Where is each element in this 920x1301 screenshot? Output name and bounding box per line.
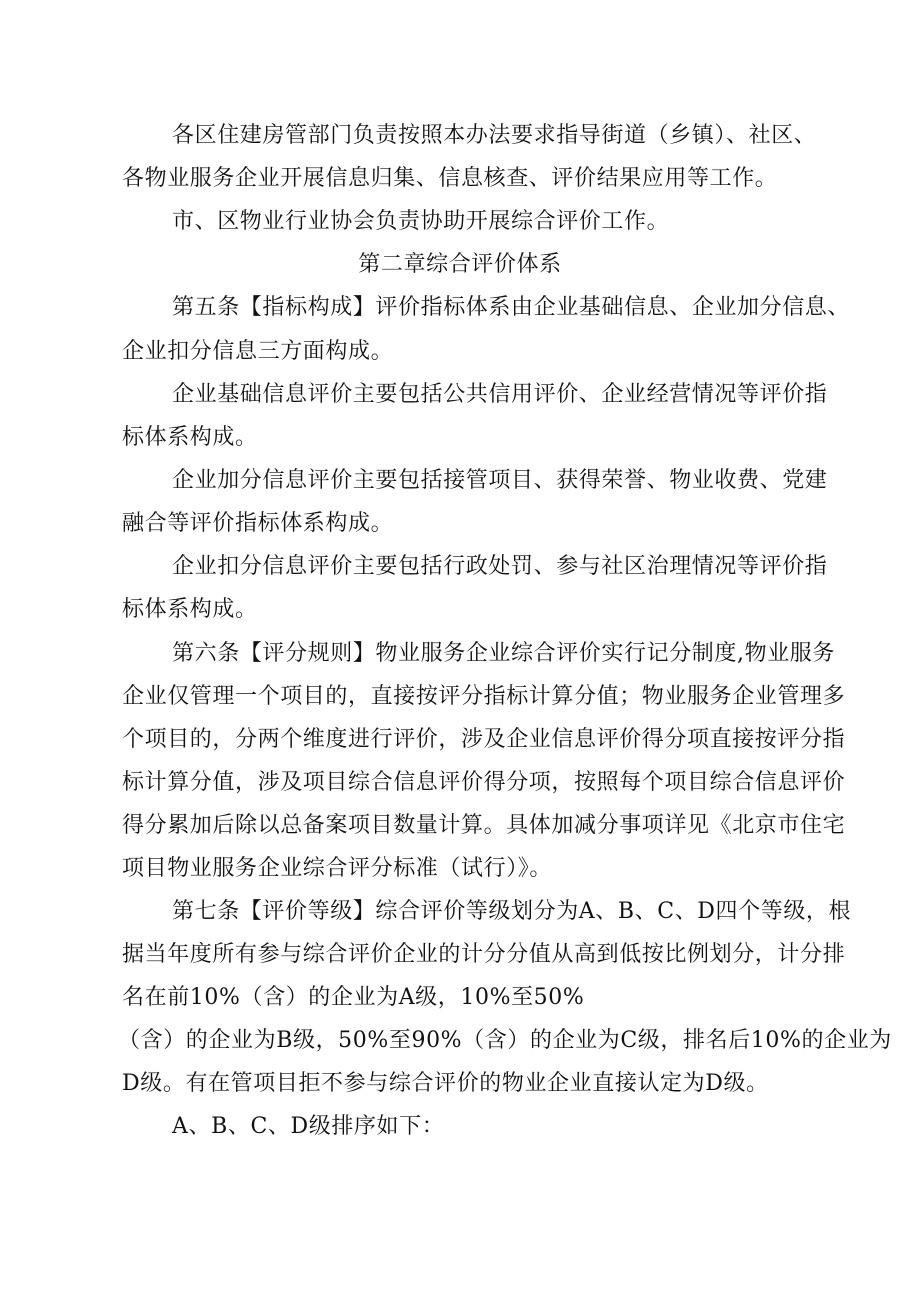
paragraph-line: 个项目的，分两个维度进行评价，涉及企业信息评价得分项直接按评分指: [122, 727, 846, 752]
paragraph-line: A、B、C、D级排序如下：: [172, 1114, 445, 1139]
chapter-heading: 第二章综合评价体系: [358, 252, 562, 277]
paragraph-line: 标体系构成。: [122, 425, 258, 450]
paragraph-line: 融合等评价指标体系构成。: [122, 511, 394, 536]
paragraph-line: 标体系构成。: [122, 597, 258, 622]
paragraph-line: 市、区物业行业协会负责协助开展综合评价工作。: [172, 209, 670, 234]
paragraph-line: 企业扣分信息评价主要包括行政处罚、参与社区治理情况等评价指: [172, 554, 828, 579]
paragraph-line: 第五条【指标构成】评价指标体系由企业基础信息、企业加分信息、: [172, 295, 851, 320]
paragraph-line: 各区住建房管部门负责按照本办法要求指导街道（乡镇）、社区、: [172, 123, 817, 148]
paragraph-line: 第七条【评价等级】综合评价等级划分为A、B、C、D四个等级，根: [172, 899, 852, 924]
paragraph-line: 企业仅管理一个项目的，直接按评分指标计算分值；物业服务企业管理多: [122, 684, 846, 709]
paragraph-line: 第六条【评分规则】物业服务企业综合评价实行记分制度,物业服务: [172, 641, 835, 666]
paragraph-line: 各物业服务企业开展信息归集、信息核查、评价结果应用等工作。: [122, 166, 778, 191]
paragraph-line: 企业扣分信息三方面构成。: [122, 339, 394, 364]
paragraph-line: 标计算分值，涉及项目综合信息评价得分项，按照每个项目综合信息评价: [122, 770, 846, 795]
paragraph-line: 名在前10%（含）的企业为A级，10%至50%: [122, 985, 585, 1010]
paragraph-line: 得分累加后除以总备案项目数量计算。具体加减分事项详见《北京市住宅: [122, 813, 846, 838]
paragraph-line: 企业加分信息评价主要包括接管项目、获得荣誉、物业收费、党建: [172, 468, 828, 493]
paragraph-line: 项目物业服务企业综合评分标准（试行）》。: [122, 856, 553, 881]
paragraph-line: 据当年度所有参与综合评价企业的计分分值从高到低按比例划分，计分排: [122, 942, 846, 967]
paragraph-line: D级。有在管项目拒不参与综合评价的物业企业直接认定为D级。: [122, 1071, 769, 1096]
paragraph-line: 企业基础信息评价主要包括公共信用评价、企业经营情况等评价指: [172, 382, 828, 407]
paragraph-line: （含）的企业为B级，50%至90%（含）的企业为C级，排名后10%的企业为: [118, 1028, 892, 1053]
